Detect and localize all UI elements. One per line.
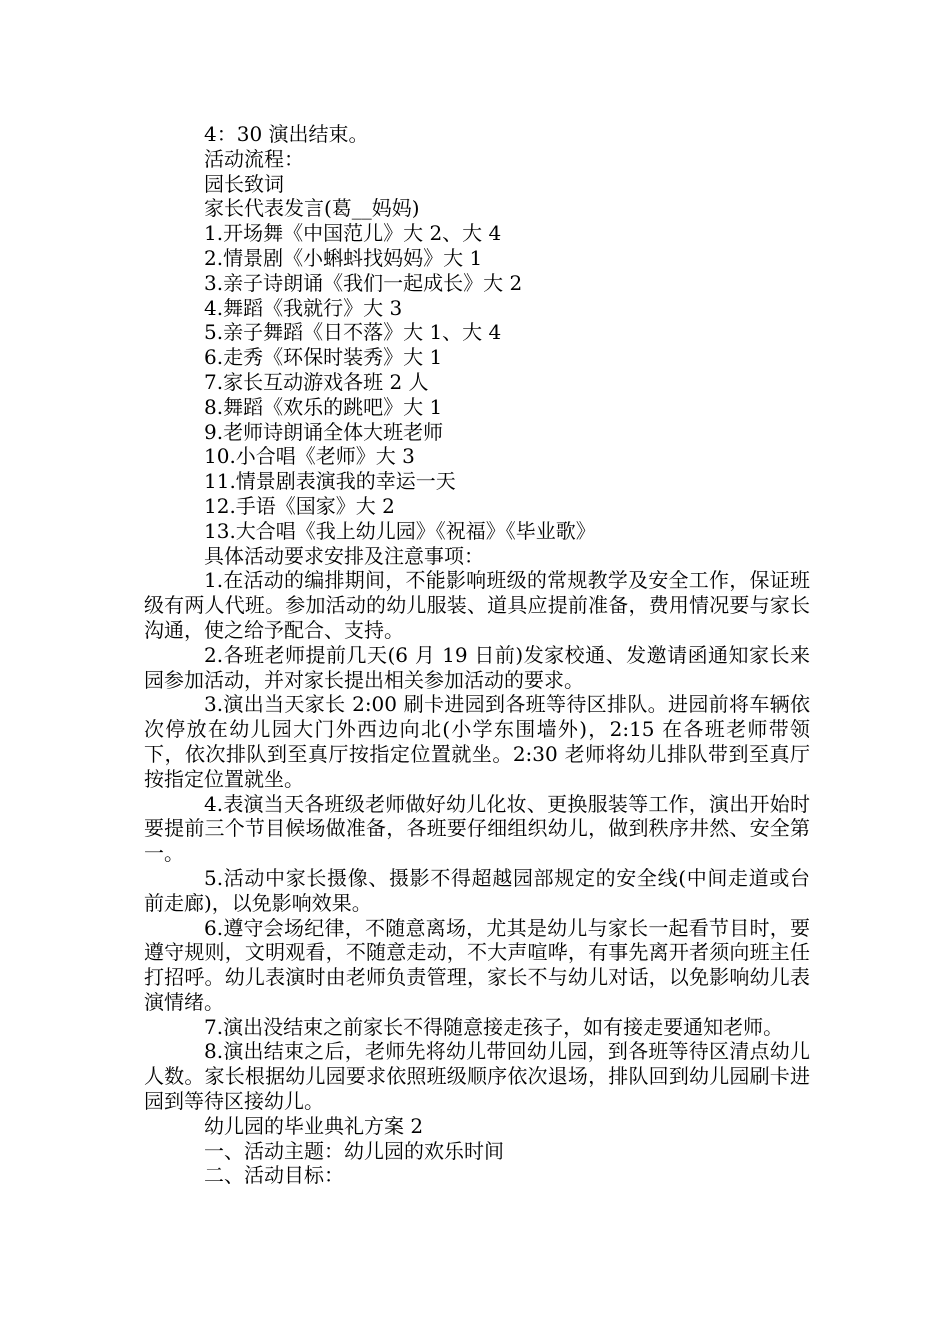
requirement-paragraph: 7.演出没结束之前家长不得随意接走孩子，如有接走要通知老师。 [204, 1014, 784, 1039]
program-item: 7.家长互动游戏各班 2 人 [204, 369, 429, 394]
requirement-paragraph: 4.表演当天各班级老师做好幼儿化妆、更换服装等工作，演出开始时要提前三个节目候场做准备，各班要仔细组织幼儿，做到秩序井然、安全第一。 [144, 791, 810, 866]
program-item: 家长代表发言(葛__妈妈) [204, 196, 420, 221]
program-item: 3.亲子诗朗诵《我们一起成长》大 2 [204, 270, 523, 295]
program-item: 10.小合唱《老师》大 3 [204, 444, 415, 469]
program-item: 11.情景剧表演我的幸运一天 [204, 469, 456, 494]
requirements-heading: 具体活动要求安排及注意事项： [204, 543, 484, 568]
section-heading: 二、活动目标： [204, 1163, 344, 1188]
requirement-paragraph: 1.在活动的编排期间，不能影响班级的常规教学及安全工作，保证班级有两人代班。参加活动的幼儿服装、道具应提前准备，费用情况要与家长沟通，使之给予配合、支持。 [144, 568, 810, 642]
requirement-paragraph: 5.活动中家长摄像、摄影不得超越园部规定的安全线(中间走道或台前走廊)，以免影响效果。 [144, 865, 810, 915]
program-item: 4.舞蹈《我就行》大 3 [204, 295, 403, 320]
program-item: 13.大合唱《我上幼儿园》《祝福》《毕业歌》 [204, 518, 596, 543]
requirement-paragraph: 6.遵守会场纪律，不随意离场，尤其是幼儿与家长一起看节目时，要遵守规则，文明观看，不随意走动，不大声喧哗，有事先离开者须向班主任打招呼。幼儿表演时由老师负责管理，家长不与幼儿对话，以免影响幼儿表演情绪。 [144, 915, 810, 1014]
requirement-paragraph: 8.演出结束之后，老师先将幼儿带回幼儿园，到各班等待区清点幼儿人数。家长根据幼儿园要求依照班级顺序依次退场，排队回到幼儿园刷卡进园到等待区接幼儿。 [144, 1039, 810, 1114]
requirement-paragraph: 2.各班老师提前几天(6 月 19 日前)发家校通、发邀请函通知家长来园参加活动，并对家长提出相关参加活动的要求。 [144, 642, 810, 692]
program-item: 8.舞蹈《欢乐的跳吧》大 1 [204, 394, 443, 419]
program-item: 1.开场舞《中国范儿》大 2、大 4 [204, 221, 502, 246]
program-heading: 活动流程： [204, 146, 304, 171]
section-title: 幼儿园的毕业典礼方案 2 [204, 1113, 424, 1138]
program-item: 9.老师诗朗诵全体大班老师 [204, 419, 444, 444]
program-item: 园长致词 [204, 171, 284, 196]
program-item: 12.手语《国家》大 2 [204, 493, 395, 518]
program-item: 5.亲子舞蹈《日不落》大 1、大 4 [204, 320, 502, 345]
requirement-paragraph: 3.演出当天家长 2:00 刷卡进园到各班等待区排队。进园前将车辆依次停放在幼儿园大门外西边向北(小学东围墙外)，2:15 在各班老师带领下，依次排队到至真厅按指定位置就坐。2:30 老师将幼儿排队带到至真厅按指定位置就坐。 [144, 692, 810, 791]
end-time-line: 4：30 演出结束。 [204, 122, 369, 146]
program-item: 6.走秀《环保时装秀》大 1 [204, 345, 443, 370]
section-heading: 一、活动主题：幼儿园的欢乐时间 [204, 1138, 504, 1163]
program-item: 2.情景剧《小蝌蚪找妈妈》大 1 [204, 245, 483, 270]
document-body [144, 122, 810, 1188]
